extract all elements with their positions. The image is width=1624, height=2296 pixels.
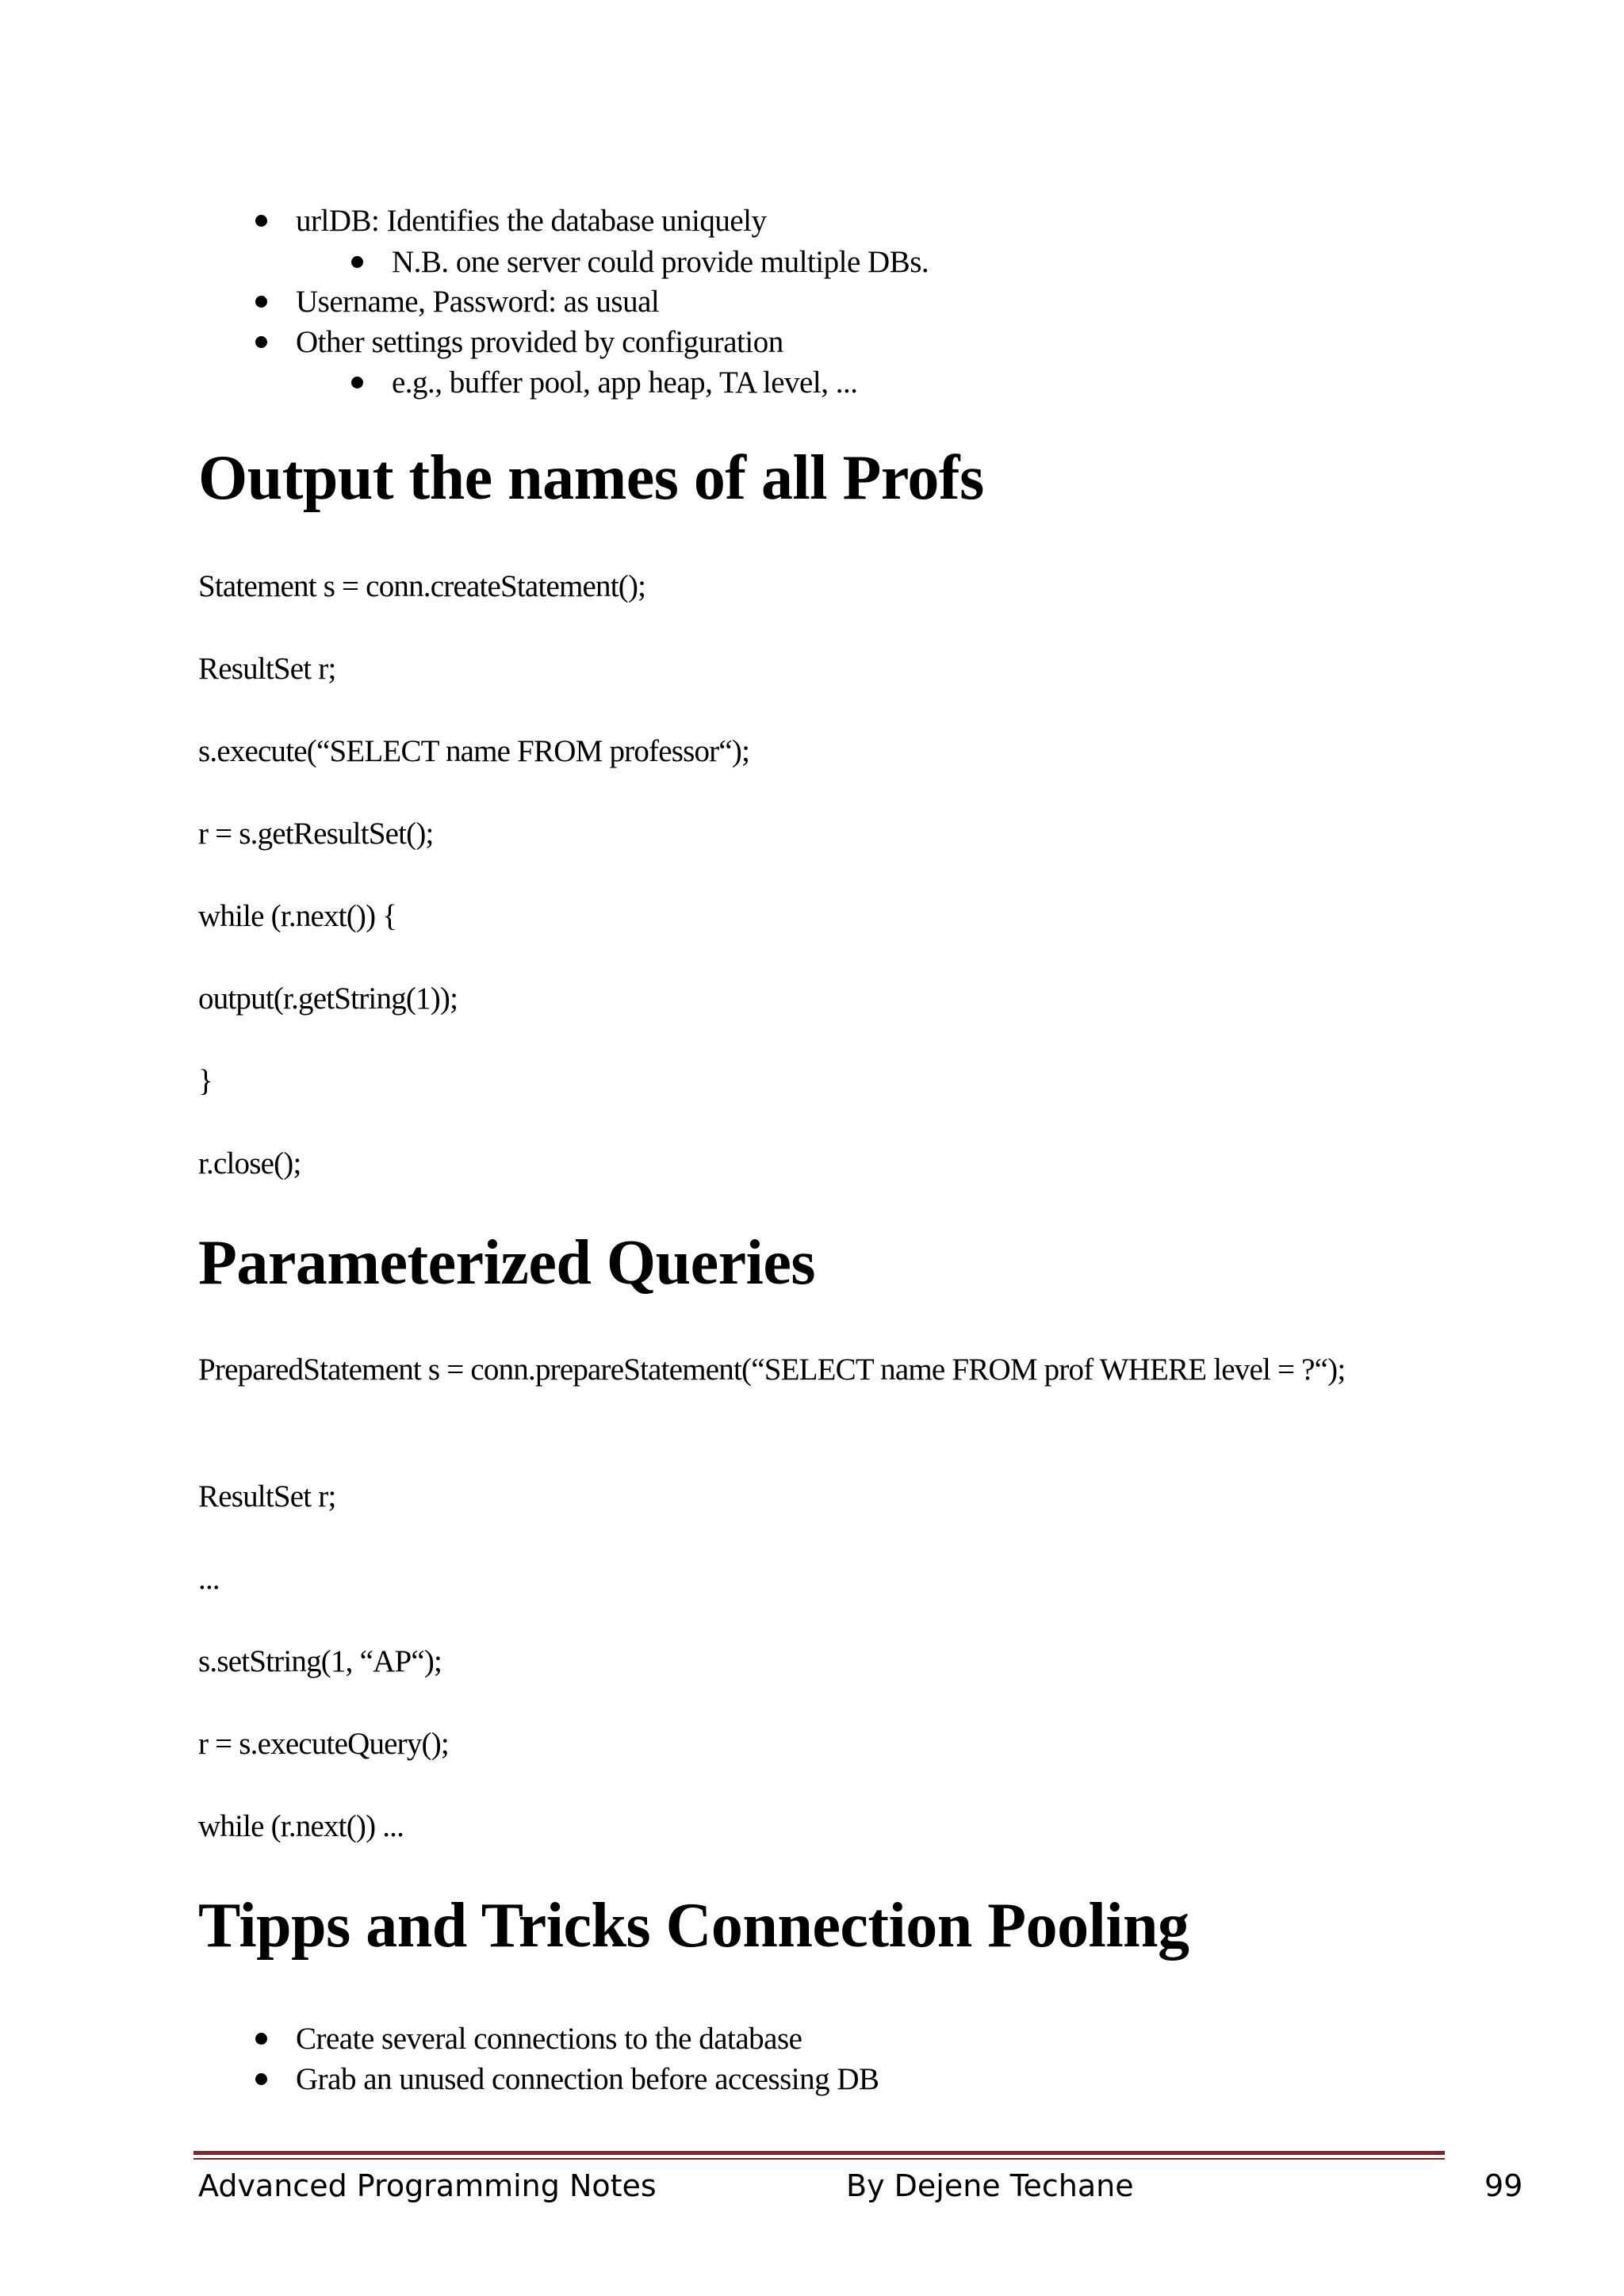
code-line: ResultSet r; (198, 652, 336, 686)
code-line: output(r.getString(1)); (198, 982, 458, 1016)
code-line: while (r.next()) { (198, 899, 397, 933)
code-line-prepared-statement: PreparedStatement s = conn.prepareStatement(“SELECT name FROM prof WHERE level = ?“); (198, 1353, 1346, 1387)
bullet-icon (255, 296, 267, 308)
footer-rule-thin (193, 2158, 1445, 2160)
code-line: s.setString(1, “AP“); (198, 1644, 442, 1678)
list-item (296, 327, 783, 358)
page-number: 99 (1484, 2168, 1523, 2203)
bullet-icon (255, 2033, 267, 2045)
footer-title: Advanced Programming Notes (198, 2168, 657, 2203)
list-item (296, 2023, 802, 2054)
list-item-text: Other settings provided by configuration (296, 325, 783, 359)
list-item-text: Create several connections to the database (296, 2022, 802, 2056)
code-line: Statement s = conn.createStatement(); (198, 569, 646, 603)
footer-rule (193, 2151, 1445, 2155)
list-item (392, 367, 857, 398)
list-item-text: e.g., buffer pool, app heap, TA level, ... (392, 365, 858, 400)
code-line: } (198, 1064, 213, 1098)
list-item-text: urlDB: Identifies the database uniquely (296, 204, 767, 238)
section-heading-connection-pooling: Tipps and Tricks Connection Pooling (198, 1891, 1189, 1961)
code-line: r.close(); (198, 1146, 301, 1181)
bullet-icon (255, 215, 267, 227)
list-item (296, 286, 659, 317)
bullet-icon (351, 256, 363, 268)
code-line: while (r.next()) ... (198, 1809, 404, 1843)
footer-author: By Dejene Techane (846, 2168, 1134, 2203)
section-heading-parameterized-queries: Parameterized Queries (198, 1228, 816, 1298)
list-item-text: Grab an unused connection before accessing DB (296, 2062, 879, 2096)
bullet-icon (255, 336, 267, 348)
list-item (296, 205, 767, 236)
list-item-text: Username, Password: as usual (296, 285, 660, 319)
code-line: s.execute(“SELECT name FROM professor“); (198, 734, 750, 768)
list-item (296, 2064, 879, 2095)
code-line: r = s.executeQuery(); (198, 1727, 449, 1761)
code-line: ... (198, 1562, 220, 1596)
section-heading-output-profs: Output the names of all Profs (198, 443, 984, 513)
code-line: ResultSet r; (198, 1479, 336, 1513)
bullet-icon (255, 2073, 267, 2085)
list-item-text: N.B. one server could provide multiple DBs. (392, 245, 929, 279)
code-line: r = s.getResultSet(); (198, 817, 434, 851)
bullet-icon (351, 377, 363, 388)
list-item (392, 247, 929, 277)
